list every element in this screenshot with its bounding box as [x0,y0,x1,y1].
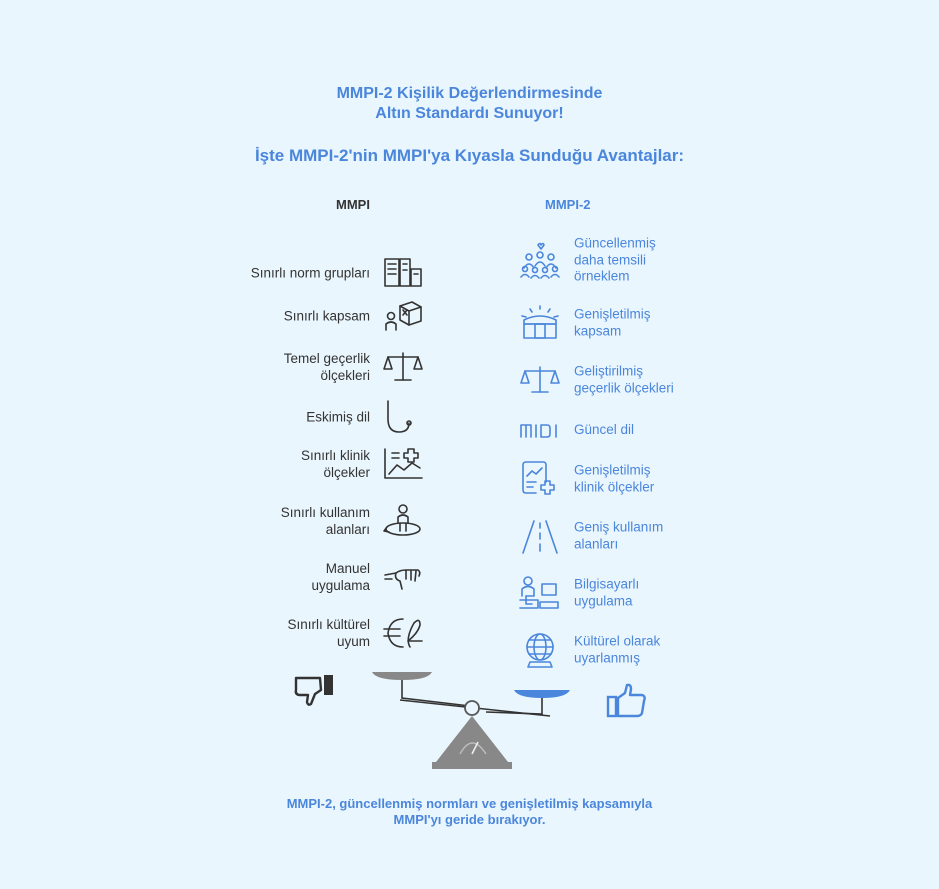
left-item-label: Sınırlı norm grupları [250,265,370,281]
road-icon [518,517,562,555]
right-item-scope [518,303,818,343]
footer-line-1: MMPI-2, güncellenmiş normları ve genişletilmiş kapsamıyla [286,796,653,811]
left-item-label: Sınırlı klinik ölçekler [300,448,370,480]
right-item-label: Güncel dil [574,421,635,437]
left-item-clinical-scales [200,444,424,484]
left-item-label: Eskimiş dil [306,409,370,425]
computer-user-icon [518,574,562,612]
left-item-norm-groups [200,253,424,293]
right-item-usage-areas [518,516,818,556]
right-item-label: Kültürel olarak uyarlanmış [574,633,661,665]
footer-summary [0,796,939,828]
title-line-1: MMPI-2 Kişilik Değerlendirmesinde [336,85,603,102]
column-header-mmpi2: MMPI-2 [545,197,591,212]
balance-scale-icon [518,361,562,399]
page-subtitle: İşte MMPI-2'nin MMPI'ya Kıyasla Sunduğu Avantajlar: [254,146,685,165]
right-item-validity [518,360,818,400]
person-box-icon [382,298,424,334]
clinical-chart-icon [382,446,424,482]
footer-line-2: MMPI'yı geride bırakıyor. [393,812,546,827]
balance-illustration [280,660,680,775]
right-item-label: Bilgisayarlı uygulama [574,576,640,608]
right-item-label: Genişletilmiş klinik ölçekler [574,462,655,494]
right-item-computer-admin [518,573,818,613]
left-item-outdated-language [200,397,424,437]
hand-icon [382,559,424,595]
right-item-label: Geliştirilmiş geçerlik ölçekleri [574,363,674,395]
right-item-label: Güncellenmiş daha temsili örneklem [574,235,656,284]
midi-icon [518,411,562,449]
group-icon [518,241,562,279]
right-item-current-language [518,410,818,450]
column-header-mmpi: MMPI [336,197,370,212]
right-item-sample [518,236,818,284]
expanded-box-icon [518,304,562,342]
right-item-clinical-scales [518,459,818,499]
left-item-label: Sınırlı kullanım alanları [280,505,370,537]
thumbs-down-icon [296,675,333,705]
right-item-label: Genişletilmiş kapsam [574,306,651,338]
left-item-label: Sınırlı kapsam [283,308,370,324]
left-scale-pan [372,672,470,706]
left-item-cultural-fit [200,613,424,653]
left-item-scope [200,296,424,336]
left-item-validity [200,347,424,387]
left-item-usage-areas [200,501,424,541]
thumbs-up-icon [608,685,645,716]
left-item-label: Temel geçerlik ölçekleri [283,351,370,383]
clinical-doc-icon [518,460,562,498]
books-icon [382,255,424,291]
page-title [0,84,939,124]
left-item-manual-admin [200,557,424,597]
title-line-2: Altın Standardı Sunuyor! [375,105,564,122]
hook-icon [382,399,424,435]
person-circle-icon [382,503,424,539]
left-item-label: Sınırlı kültürel uyum [287,617,370,649]
right-item-label: Geniş kullanım alanları [574,519,664,551]
euro-icon [382,615,424,651]
left-item-label: Manuel uygulama [311,561,370,593]
balance-scale-icon [382,349,424,385]
